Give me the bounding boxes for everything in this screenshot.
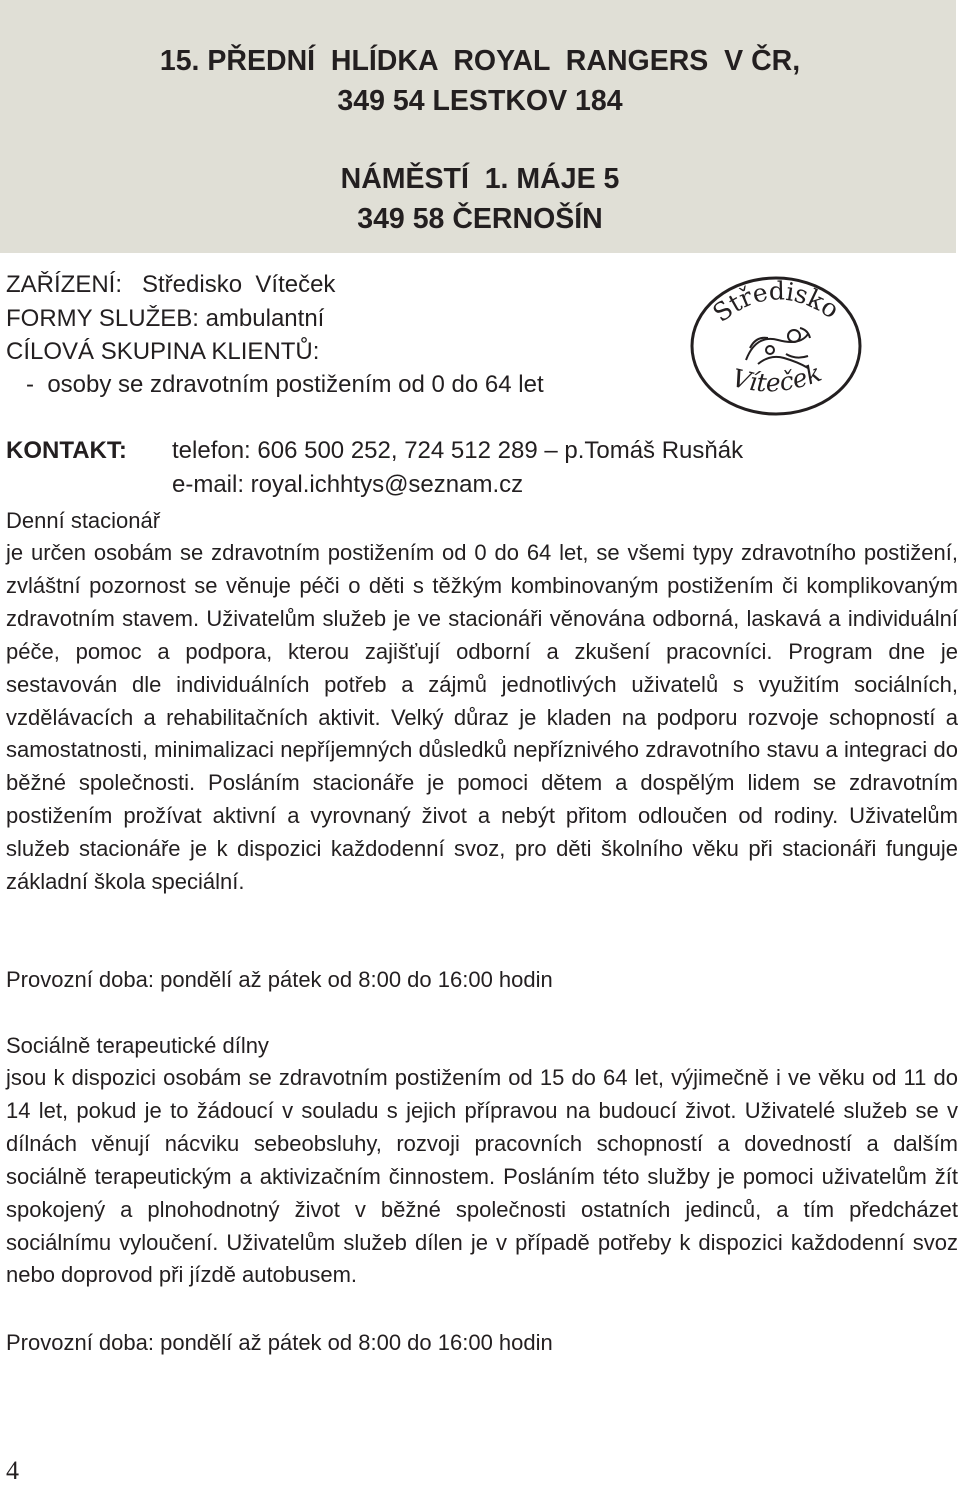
- facility-city: 349 58 ČERNOŠÍN: [357, 203, 603, 235]
- organization-title: 15. PŘEDNÍ HLÍDKA ROYAL RANGERS V ČR,: [159, 45, 801, 77]
- logo-text-bottom: Víteček: [729, 357, 826, 398]
- facility-name: ZAŘÍZENÍ: Středisko Víteček: [6, 271, 336, 298]
- section-body-workshops: jsou k dispozici osobám se zdravotním postižením od 15 do 64 let, výjimečně i ve věku od 11 do 14 let, pokud je to žádoucí v souladu s jejich přípravou na budoucí život. Uživatelé služeb se v dílnách věnují nácviku sebeobsluhy, rozvoji pracovních schopností a dovedností a dalším sociálně terapeutickým a aktivizačním činnostem. Posláním této služby je pomoci uživatelům žít spokojený a plnohodnotný život v běžné společnosti ostatních jedinců, a tím předcházet sociálnímu vyloučení. Uživatelům služeb dílen je v případě potřeby k dispozici každodenní svoz nebo doprovod při jízdě autobusem.: [6, 1065, 958, 1288]
- section-heading-workshops: Sociálně terapeutické dílny: [6, 1033, 269, 1058]
- contact-email: e-mail: royal.ichhtys@seznam.cz: [172, 471, 524, 498]
- section-hours-workshops: Provozní doba: pondělí až pátek od 8:00 do 16:00 hodin: [6, 1330, 553, 1355]
- organization-address: 349 54 LESTKOV 184: [337, 85, 623, 117]
- target-group-item: - osoby se zdravotním postižením od 0 do 64 let: [6, 371, 544, 398]
- logo-text-top: Středisko: [707, 276, 845, 328]
- stredisko-vitecek-logo: [688, 268, 868, 418]
- page-number: 4: [6, 1456, 19, 1485]
- section-body-day-care: je určen osobám se zdravotním postižením od 0 do 64 let, se všemi typy zdravotního postižení, zvláštní pozornost se věnuje péči o děti s těžkým kombinovaným postižením či komplikovaným zdravotním stavem. Uživatelům služeb je ve stacionáři věnována odborná, laskavá a individuální péče, pomoc a podpora, kterou zajišťují odborní a zkušení pracovníci. Program dne je sestavován dle individuálních potřeb a zájmů jednotlivých uživatelů s využitím sociálních, vzdělávacích a rehabilitačních aktivit. Velký důraz je kladen na podporu rozvoje schopností a samostatnosti, minimalizaci nepříjemných důsledků nepříznivého zdravotního stavu a integraci do běžné společnosti. Posláním stacionáře je pomoci dětem a dospělým lidem se zdravotním postižením prožívat aktivní a vyrovnaný život a nebýt přitom odloučen od rodiny. Uživatelům služeb stacionáře je k dispozici každodenní svoz, pro děti školního věku při stacionáři funguje základní škola speciální.: [6, 540, 958, 895]
- contact-label: KONTAKT:: [6, 437, 127, 464]
- target-group-label: CÍLOVÁ SKUPINA KLIENTŮ:: [6, 338, 320, 365]
- contact-phone: telefon: 606 500 252, 724 512 289 – p.Tomáš Rusňák: [172, 437, 744, 464]
- facility-street: NÁMĚSTÍ 1. MÁJE 5: [340, 163, 620, 195]
- section-heading-day-care: Denní stacionář: [6, 508, 161, 533]
- service-forms: FORMY SLUŽEB: ambulantní: [6, 305, 325, 332]
- section-hours-day-care: Provozní doba: pondělí až pátek od 8:00 do 16:00 hodin: [6, 967, 553, 992]
